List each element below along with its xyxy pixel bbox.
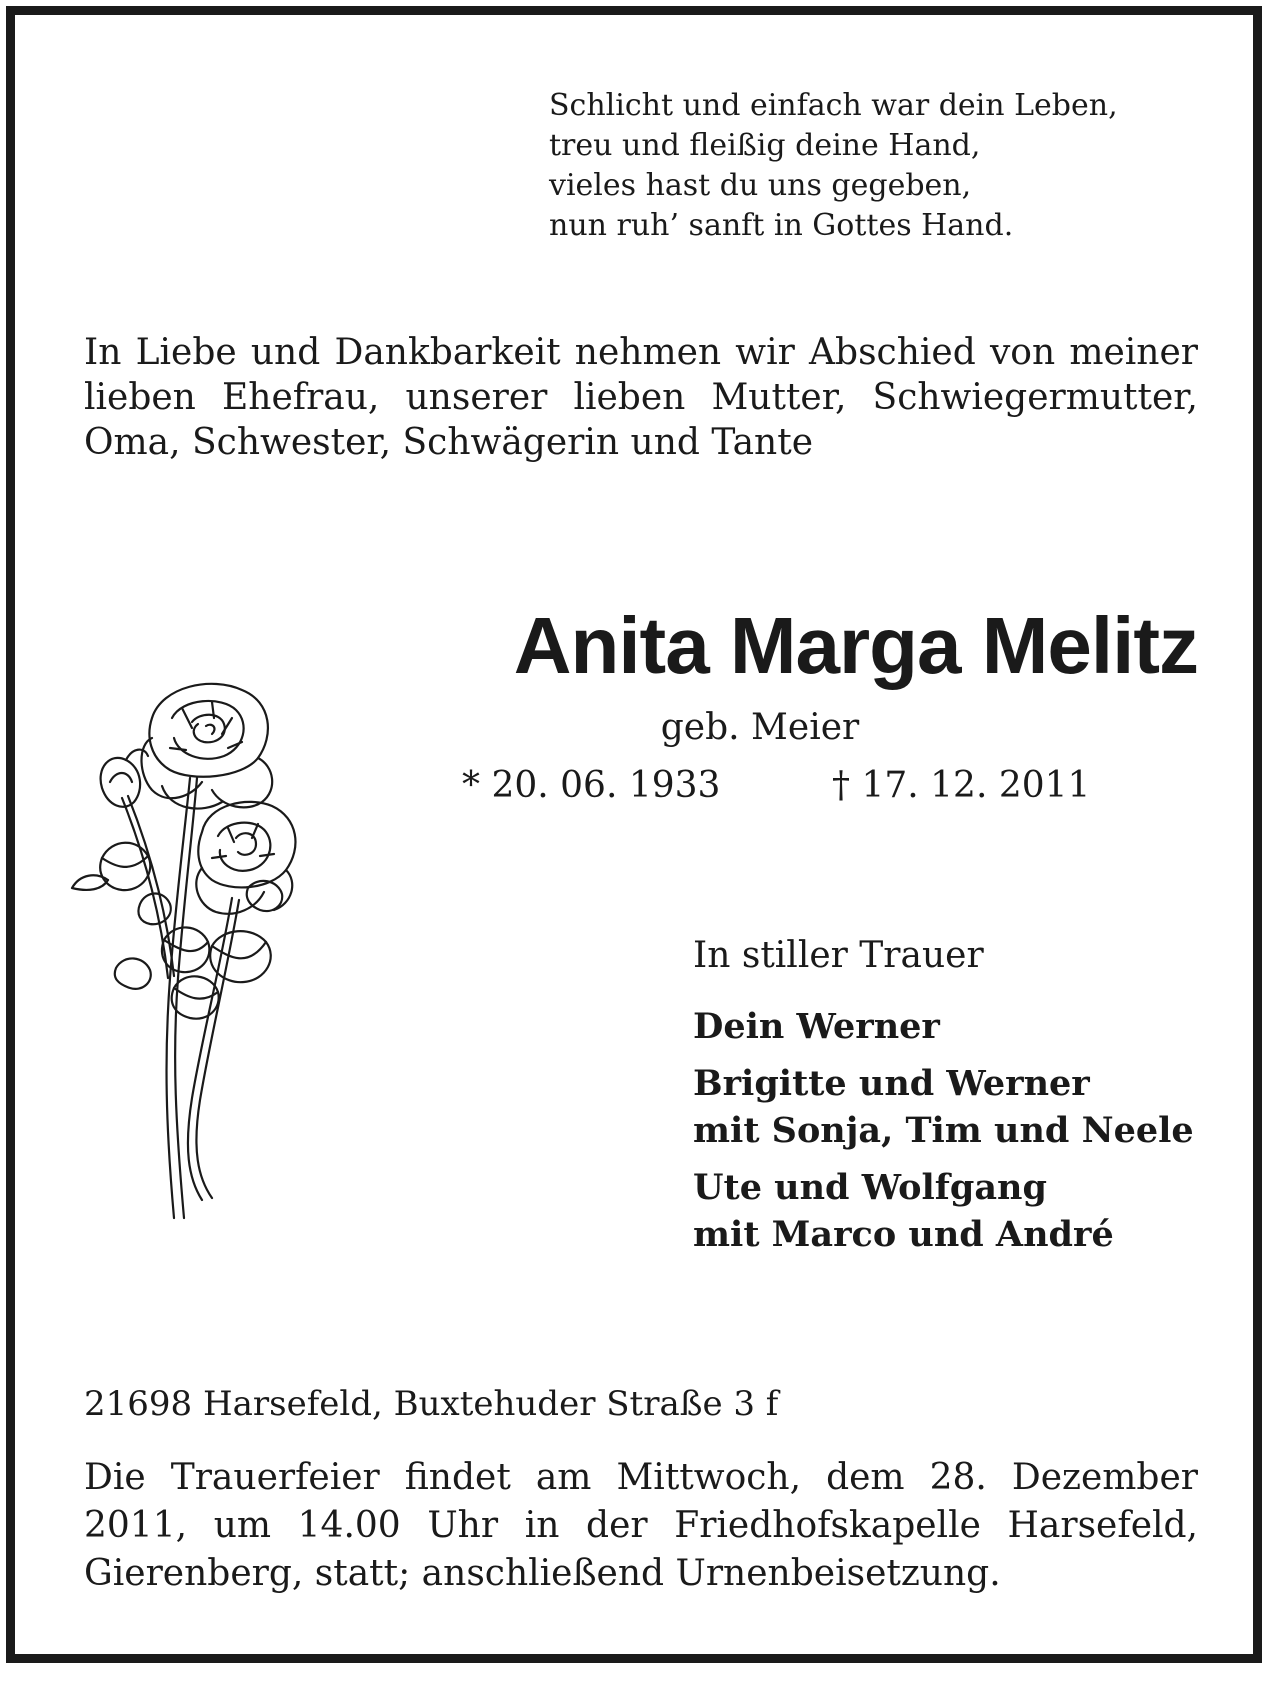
poem-line: treu und fleißig deine Hand,: [549, 128, 981, 163]
rose-illustration-icon: [52, 678, 332, 1228]
mourner-line: mit Sonja, Tim und Neele: [693, 1110, 1194, 1151]
ceremony-text: Die Trauerfeier findet am Mittwoch, dem 28. Dezember 2011, um 14.00 Uhr in der Friedhofskapelle Harsefeld, Gierenberg, statt; anschließend Urnenbeisetzung.: [84, 1457, 1198, 1594]
maiden-name: geb. Meier: [660, 707, 860, 748]
poem-line: vieles hast du uns gegeben,: [549, 168, 972, 203]
mourner-line: mit Marco und André: [693, 1214, 1114, 1255]
mourners-heading: In stiller Trauer: [693, 935, 984, 976]
intro-text: In Liebe und Dankbarkeit nehmen wir Abschied von meiner lieben Ehefrau, unserer lieben Mutter, Schwiegermutter, Oma, Schwester, Schwägerin und Tante: [84, 332, 1198, 463]
mourner-line: Ute und Wolfgang: [693, 1167, 1047, 1208]
mourners-list: [693, 1003, 1194, 1268]
birth-date: * 20. 06. 1933: [462, 765, 721, 806]
poem: [549, 86, 1118, 246]
poem-line: Schlicht und einfach war dein Leben,: [549, 88, 1118, 123]
poem-line: nun ruh’ sanft in Gottes Hand.: [549, 208, 1014, 243]
death-date: † 17. 12. 2011: [832, 765, 1091, 806]
address: 21698 Harsefeld, Buxtehuder Straße 3 f: [84, 1384, 779, 1424]
mourner-group: [693, 1164, 1194, 1258]
mourner-group: [693, 1003, 1194, 1050]
mourner-line: Brigitte und Werner: [693, 1063, 1090, 1104]
deceased-name: Anita Marga Melitz: [513, 601, 1198, 690]
mourner-group: [693, 1060, 1194, 1154]
mourner-line: Dein Werner: [693, 1006, 940, 1047]
